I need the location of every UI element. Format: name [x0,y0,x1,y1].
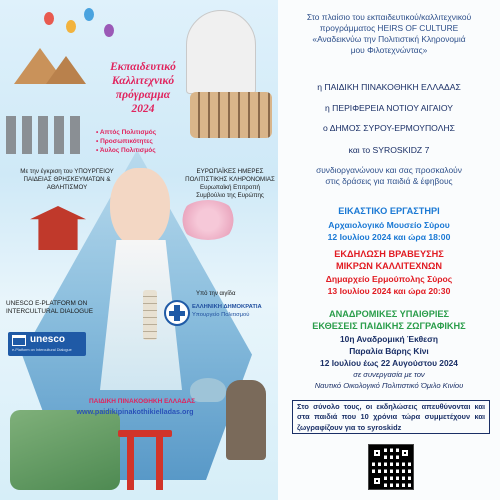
european-heritage-days: ΕΥΡΩΠΑΪΚΕΣ ΗΜΕΡΕΣ ΠΟΛΙΤΙΣΤΙΚΗΣ ΚΛΗΡΟΝΟΜΙΑΣ Ευρωπαϊκή Επιτροπή Συμβούλιο της Ευρώπης [185,168,275,199]
moai-icon [226,380,266,460]
torii-gate-icon [118,430,172,490]
organizer: και το SYROSKIDZ 7 [348,145,430,155]
hot-air-balloon-icon [66,20,76,33]
gallery-label: ΠΑΙΔΙΚΗ ΠΙΝΑΚΟΘΗΚΗ ΕΛΛΑΔΑΣ [88,398,196,405]
event3-line4: σε συνεργασία με τον [353,370,425,379]
greek-emblem-icon [164,300,190,326]
invitation-text: συνδιοργανώνουν και σας προσκαλούν στις δράσεις για παιδιά & έφηβους [316,165,462,186]
event3-line1: 10η Αναδρομική Έκθεση [340,334,438,344]
great-wall-illustration [10,410,120,490]
hot-air-balloon-icon [104,24,114,37]
notice-box: Στο σύνολο τους, οι εκδηλώσεις απευθύνονται και στα παιδιά που 10 χρόνια τώρα συμμετέχουν και ζωγραφίζουν για το syroskidz [292,400,490,434]
list-item: • Προσωπικότητες [96,137,156,146]
event3-line5: Ναυτικό Οικολογικό Πολιτιστικό Όμιλο Κινίου [314,381,464,390]
unesco-caption: UNESCO E-PLATFORM ON INTERCULTURAL DIALOGUE [6,300,93,315]
event3-title: ΑΝΑΔΡΟΜΙΚΕΣ ΥΠΑΙΘΡΙΕΣ ΕΚΘΕΣΕΙΣ ΠΑΙΔΙΚΗΣ ΖΩΓΡΑΦΙΚΗΣ [312,309,466,331]
event2-place: Δημαρχείο Ερμούπολης Σύρος [325,274,453,284]
aegis-label: Υπό την αιγίδα [196,291,236,297]
list-item: • Άυλος Πολιτισμός [96,146,156,155]
text-panel [278,0,500,500]
program-themes [96,128,156,155]
event2-date: 13 Ιουλίου 2024 και ώρα 20:30 [327,286,451,296]
organizer: η ΠΕΡΙΦΕΡΕΙΑ ΝΟΤΙΟΥ ΑΙΓΑΙΟΥ [324,103,454,113]
cherry-blossom-icon [178,200,238,240]
organizer: ο ΔΗΜΟΣ ΣΥΡΟΥ-ΕΡΜΟΥΠΟΛΗΣ [323,123,455,133]
hot-air-balloon-icon [44,12,54,25]
organizer: η ΠΑΙΔΙΚΗ ΠΙΝΑΚΟΘΗΚΗ ΕΛΛΑΔΑΣ [317,82,461,92]
event1-place: Αρχαιολογικό Μουσείο Σύρου [328,220,450,230]
unesco-temple-icon [12,335,26,346]
event2-title: ΕΚΔΗΛΩΣΗ ΒΡΑΒΕΥΣΗΣ ΜΙΚΡΩΝ ΚΑΛΛΙΤΕΧΝΩΝ [334,249,444,271]
girl-face-illustration [110,168,170,248]
intro-text: Στο πλαίσιο του εκπαιδευτικού/καλλιτεχνικού προγράμματος HEIRS OF CULTURE «Αναδεικνύω την Πολιτιστική Κληρονομιά μου Φιλοτεχνώντας» [306,12,472,55]
program-title: Εκπαιδευτικό Καλλιτεχνικό πρόγραμμα 2024 [110,61,176,115]
leaning-tower-icon [143,290,157,340]
stonehenge-icon [6,116,86,154]
list-item: • Απτός Πολιτισμός [96,128,156,137]
ministry-approval: Με την έγκριση του ΥΠΟΥΡΓΕΙΟΥ ΠΑΙΔΕΙΑΣ ΘΡΗΣΚΕΥΜΑΤΩΝ & ΑΘΛΗΤΙΣΜΟΥ [20,168,114,191]
event1-date: 12 Ιουλίου 2024 και ώρα 18:00 [327,232,451,242]
pagoda-icon [30,206,86,250]
event3-line2: Παραλία Βάρης Κίνι [349,346,429,356]
qr-code-icon[interactable] [368,444,414,490]
ministry-of-culture: ΕΛΛΗΝΙΚΗ ΔΗΜΟΚΡΑΤΙΑ Υπουργείο Πολιτισμού [192,304,262,318]
unesco-logo: unesco e-Platform on Intercultural Dialogue [8,332,86,356]
event3-line3: 12 Ιουλίου έως 22 Αυγούστου 2024 [320,358,458,368]
event1-title: ΕΙΚΑΣΤΙΚΟ ΕΡΓΑΣΤΗΡΙ [338,206,440,216]
gallery-url-link[interactable]: www.paidikipinakothikielladas.org [76,407,194,416]
hot-air-balloon-icon [84,8,94,21]
